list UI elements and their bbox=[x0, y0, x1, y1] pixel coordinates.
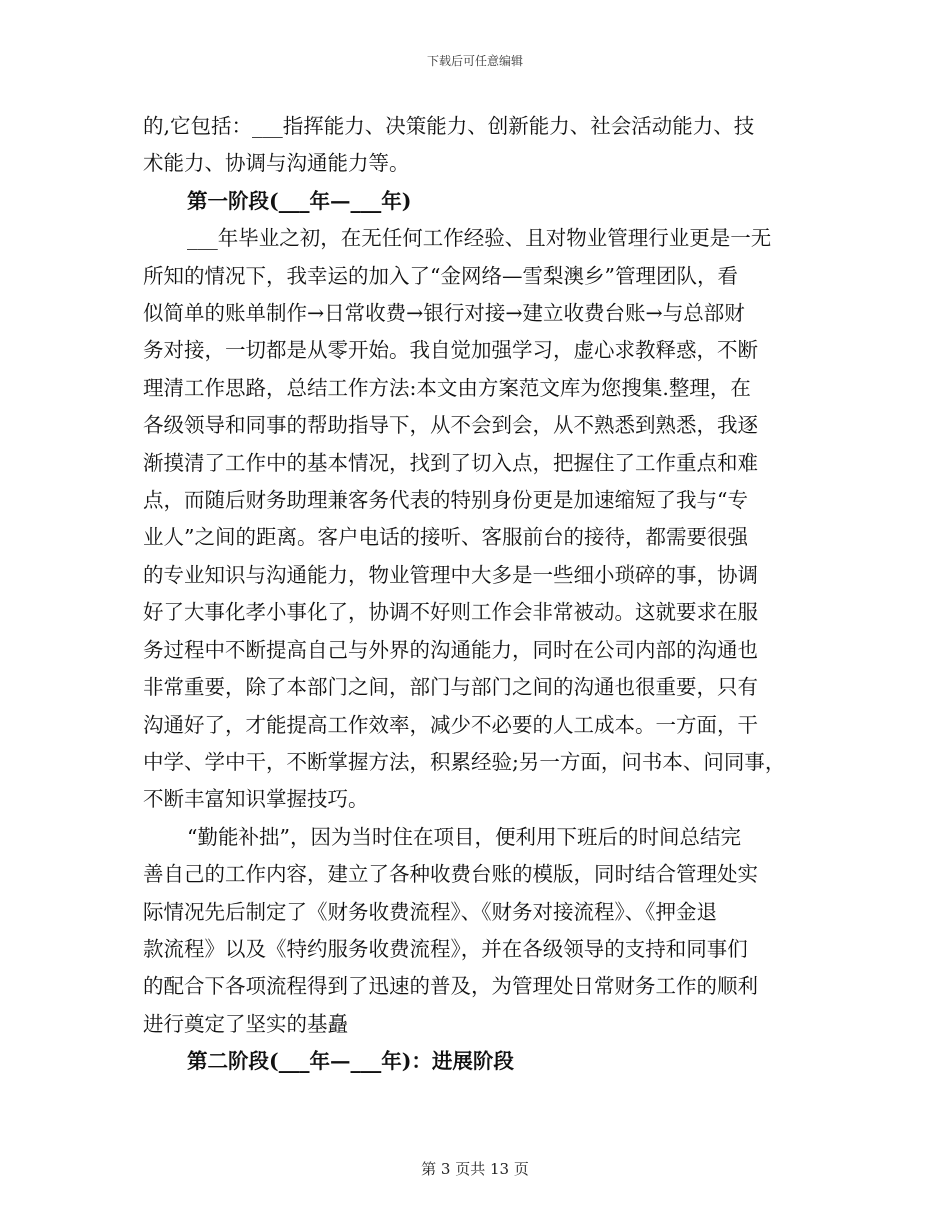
stage1-paragraph bbox=[143, 220, 815, 819]
text-line: 进行奠定了坚实的基矗 bbox=[143, 1011, 348, 1036]
text-line: 务对接，一切都是从零开始。我自觉加强学习，虚心求教释惑，不断 bbox=[143, 338, 758, 363]
text-line: 善自己的工作内容，建立了各种收费台账的模版，同时结合管理处实 bbox=[143, 862, 758, 887]
text-line: 似简单的账单制作→日常收费→银行对接→建立收费台账→与总部财 bbox=[143, 301, 745, 326]
text-line: 非常重要，除了本部门之间，部门与部门之间的沟通也很重要，只有 bbox=[143, 675, 758, 700]
page-header-note: 下载后可任意编辑 bbox=[426, 54, 523, 68]
text-line: 的,它包括：___指挥能力、决策能力、创新能力、社会活动能力、技 bbox=[143, 114, 755, 138]
text-line: 中学、学中干，不断掌握方法，积累经验;另一方面，问书本、问同事， bbox=[143, 749, 786, 774]
text-line: 理清工作思路，总结工作方法:本文由方案范文库为您搜集.整理，在 bbox=[143, 375, 751, 400]
text-line: 各级领导和同事的帮助指导下，从不会到会，从不熟悉到熟悉，我逐 bbox=[143, 413, 758, 438]
page-number: 第 3 页共 13 页 bbox=[421, 1160, 529, 1178]
text-line: 点，而随后财务助理兼客务代表的特别身份更是加速缩短了我与“专 bbox=[143, 488, 748, 513]
text-line: 所知的情况下，我幸运的加入了“金网络—雪梨澳乡”管理团队，看 bbox=[143, 263, 738, 288]
text-line: 术能力、协调与沟通能力等。 bbox=[143, 151, 410, 176]
text-line: 务过程中不断提高自己与外界的沟通能力，同时在公司内部的沟通也 bbox=[143, 637, 758, 662]
stage2-heading: 第二阶段(___年—___年)：进展阶段 bbox=[187, 1049, 514, 1074]
text-line: 沟通好了，才能提高工作效率，减少不必要的人工成本。一方面，干 bbox=[143, 712, 758, 737]
text-line: 的配合下各项流程得到了迅速的普及，为管理处日常财务工作的顺利 bbox=[143, 974, 758, 999]
document-body bbox=[143, 108, 815, 1081]
intro-paragraph bbox=[143, 108, 815, 183]
text-line: 的专业知识与沟通能力，物业管理中大多是一些细小琐碎的事，协调 bbox=[143, 562, 758, 587]
stage1-heading: 第一阶段(___年—___年) bbox=[187, 188, 412, 213]
text-line: 好了大事化孝小事化了，协调不好则工作会非常被动。这就要求在服 bbox=[143, 600, 758, 625]
text-line: “勤能补拙”，因为当时住在项目，便利用下班后的时间总结完 bbox=[187, 824, 741, 849]
text-line: ___年毕业之初，在无任何工作经验、且对物业管理行业更是一无 bbox=[187, 226, 772, 251]
text-line: 不断丰富知识掌握技巧。 bbox=[143, 787, 369, 812]
diligence-paragraph bbox=[143, 819, 815, 1043]
text-line: 业人”之间的距离。客户电话的接听、客服前台的接待，都需要很强 bbox=[143, 525, 748, 550]
text-line: 渐摸清了工作中的基本情况，找到了切入点，把握住了工作重点和难 bbox=[143, 450, 758, 475]
text-line: 款流程》以及《特约服务收费流程》，并在各级领导的支持和同事们 bbox=[143, 936, 748, 961]
text-line: 际情况先后制定了《财务收费流程》、《财务对接流程》、《押金退 bbox=[143, 899, 717, 924]
